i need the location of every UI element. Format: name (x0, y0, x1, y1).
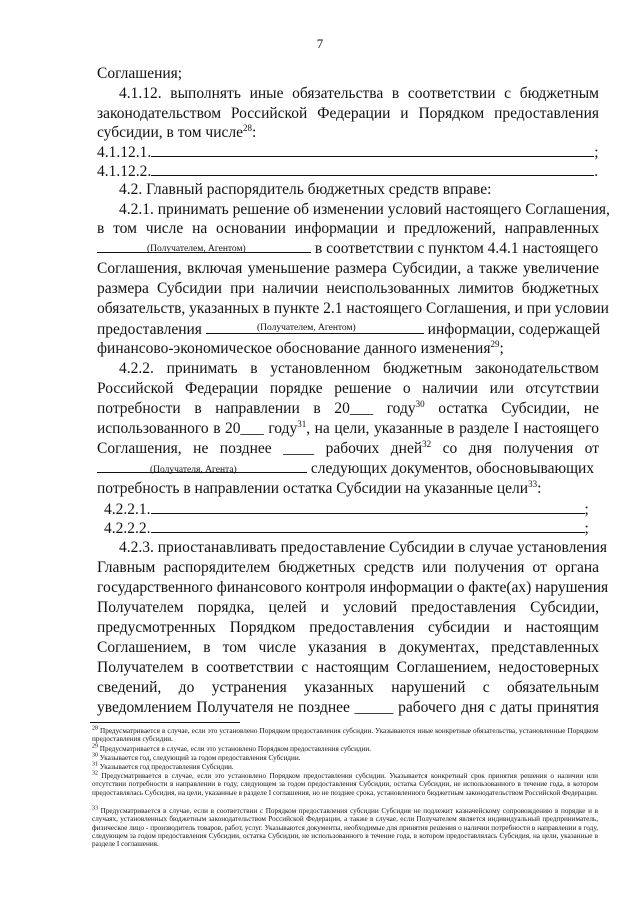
line-33: уведомлением Получателя не позднее _____ рабочего дня с даты принятия (97, 699, 599, 716)
line-29: предусмотренных Порядком предоставления субсидии и настоящим (97, 619, 599, 636)
line-12: размера Субсидии при наличии неиспользованных лимитов бюджетных (97, 280, 599, 297)
footnote-28: $^{28}$ Предусматривается в случае, если это установлено Порядком предоставления субсидии. Указываются иные конкретные обязательства, установленные Порядком предоставления субсидии. (92, 725, 598, 744)
line-25: 4.2.3. приостанавливать предоставление Субсидии в случае установления (119, 539, 607, 556)
line-1: Соглашения; (97, 65, 183, 82)
line-7: 4.2. Главный распорядитель бюджетных средств вправе: (119, 181, 492, 198)
line-3: законодательством Российской Федерации и Порядком предоставления (97, 105, 599, 122)
line-21: следующих документов, обосновывающих (97, 459, 594, 478)
line-23: 4.2.2.1. ; (104, 501, 589, 518)
line-5: 4.1.12.1. ; (97, 144, 599, 161)
footnote-32: $^{32}$ Предусматривается в случае, если это установлено Порядком предоставления субсидии. Указывается конкретный срок принятия решения о наличии или отсутствии потребности в направлении в году, следующем за годом предоставления Субсидии, остатка Субсидии, не использованного в течение года, в котором предоставлялась Субсидия, на цели, указанные в разделе I соглашения, но не позднее срока, установленного бюджетным законодательством Российской Федерации. (92, 770, 598, 797)
line-20: Соглашения, не позднее ____ рабочих дней$^{32}$ со дня получения от (97, 438, 600, 457)
line-19: использованного в 20___ году$^{31}$, на цели, указанные в разделе I настоящего (97, 418, 599, 437)
footnote-separator (90, 722, 240, 723)
footnote-30: $^{30}$ Указывается год, следующий за годом предоставления Субсидии. (92, 752, 301, 762)
line-15: финансово-экономическое обоснование данного изменения$^{29}$; (97, 338, 504, 357)
line-8: 4.2.1. принимать решение об изменении условий настоящего Соглашения, (119, 201, 610, 218)
line-22: потребность в направлении остатка Субсидии на указанные цели$^{33}$: (97, 478, 542, 497)
line-10: в соответствии с пунктом 4.4.1 настоящего (97, 239, 598, 258)
line-30: Соглашением, в том числе указания в документах, представленных (97, 639, 599, 656)
page-number: 7 (316, 36, 324, 51)
footnote-31: $^{31}$ Указывается год предоставления Субсидии. (92, 761, 234, 771)
line-27: государственного финансового контроля информации о факте(ах) нарушения (97, 579, 609, 596)
line-16: 4.2.2. принимать в установленном бюджетным законодательством (119, 360, 599, 377)
line-14: предоставления информации, содержащей (97, 321, 601, 338)
line-11: Соглашения, включая уменьшение размера Субсидии, а также увеличение (97, 260, 599, 277)
line-18: потребности в направлении в 20___ году$^{30}$ остатка Субсидии, не (97, 398, 599, 417)
caption-2: (Получателем, Агентом) (257, 323, 356, 333)
caption-3: (Получателя, Агента) (150, 465, 237, 475)
line-24: 4.2.2.2. ; (104, 520, 589, 537)
line-17: Российской Федерации порядке решение о наличии или отсутствии (97, 380, 599, 397)
footnote-33: $^{33}$ Предусматривается в случае, если в соответствии с Порядком предоставления субсидии Субсидия не подлежит казначейскому сопровождению в порядке и в случаях, установленных бюджетным законодательством Российской Федерации, а также в случае, если Получателем является индивидуальный предприниматель, физическое лицо - производитель товаров, работ, услуг. Указываются документы, необходимые для принятия решения о наличии потребности в направлении в году, следующем за годом предоставления Субсидии, остатка Субсидии, не использованного в течение года, в котором предоставлялась Субсидия, на цели, указанные в разделе I соглашения. (92, 805, 598, 849)
line-26: Главным распорядителем бюджетных средств или получения от органа (97, 559, 599, 576)
line-2: 4.1.12. выполнять иные обязательства в соответствии с бюджетным (119, 85, 599, 102)
line-31: Получателем в соответствии с настоящим Соглашением, недостоверных (97, 659, 599, 676)
line-6: 4.1.12.2. . (97, 163, 599, 180)
line-4: субсидии, в том числе$^{28}$: (97, 122, 257, 141)
line-32: сведений, до устранения указанных нарушений с обязательным (97, 679, 599, 696)
line-13: обязательств, указанных в пункте 2.1 настоящего Соглашения, и при условии (97, 300, 609, 317)
caption-1: (Получателем, Агентом) (147, 244, 246, 254)
line-28: Получателем порядка, целей и условий предоставления Субсидии, (97, 599, 599, 616)
line-9: в том числе на основании информации и предложений, направленных (97, 220, 599, 237)
footnote-29: $^{29}$ Предусматривается в случае, если это установлено Порядком предоставления субсидии. (92, 743, 372, 753)
